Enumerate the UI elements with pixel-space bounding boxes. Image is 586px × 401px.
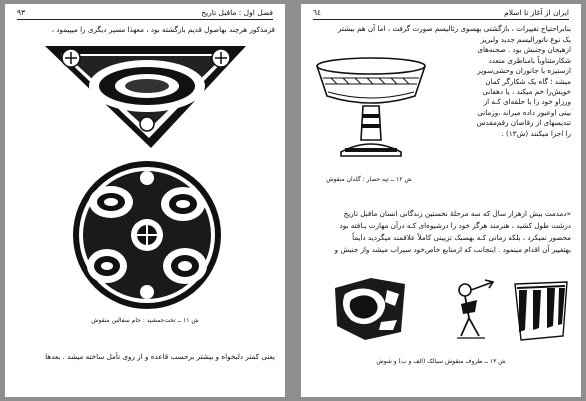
left-figure-caption: ش ١١ ــ تخت‌جمشید : جام سفالین منقوش	[91, 317, 199, 324]
painted-figure-fragment-illustration	[451, 276, 499, 350]
painted-sherd-left-illustration	[331, 276, 409, 342]
triangular-bowl-illustration	[43, 42, 248, 150]
figure-12-caption: ش ١٢ ــ تپه حصار : گلدان منقوش	[326, 176, 412, 183]
left-page-running-title: فصل اول : ماقبل تاریخ	[201, 7, 273, 17]
text-line: قزمذکور هرچند بهاصول قدیم بازگشته بود ، معهذا مسیر دیگری را میپیمود ،	[51, 25, 275, 34]
text-line: را اجرا میکنند (ش١٣) .	[501, 128, 571, 138]
painted-sherd-right-illustration	[513, 280, 569, 342]
text-line: تندیسهای از رقاصان رقم‌مقدس	[476, 118, 571, 128]
text-line: ازستیزه با جانوران وحشی‌سوپر	[477, 66, 571, 76]
left-page-number: ٩٣	[17, 7, 26, 17]
text-line: «دمدمت بیش ازهزار سال که سه مرحلهٔ نخستین زندگانی انسان ماقبل تاریخ	[343, 209, 571, 218]
round-plate-illustration	[67, 160, 227, 310]
text-line: بهتغییر آن اقدام مینمود . اینجانب که ازمنابع خاص‌خود سیراب میشد واز جنبش و	[334, 245, 571, 254]
left-bottom-paragraph	[15, 352, 275, 362]
text-line: شکارمتناوباً بامناظری متعدد	[488, 55, 571, 65]
right-page-running-title: ایران از آغاز تا اسلام	[504, 7, 569, 17]
text-line: ورزاو خود را با حلقه‌ای کـه از	[483, 97, 571, 107]
left-header-rule	[17, 19, 273, 20]
text-line: بینی اوعبور داده میراند ،وزمانی	[477, 107, 571, 117]
chalice-illustration	[311, 48, 431, 168]
text-line: ازهیجان وجنبش بود . صحنه‌های	[477, 45, 571, 55]
text-line: درشت طول کشید ، هنرمند هرگز خود را درشیوه‌ای کـه درآن مهارت یـافته بود	[339, 221, 571, 230]
right-side-column	[433, 35, 571, 139]
right-page	[301, 4, 581, 397]
text-line: محصور نمیکرد ، بلکه زمانی کـه بهسبک تزیینی کاملاً علاقمند میگردید دایماً	[352, 233, 571, 242]
text-line: میشد ؛ گاه یک شکارگر کمان	[485, 76, 571, 86]
right-first-line	[309, 24, 571, 34]
text-line: یعنی کمتر دلبخواه و بیشتر برحسب قاعده و از روی تأمل ساخته میشد . بعدها	[45, 352, 275, 361]
right-full-paragraph	[309, 208, 571, 256]
left-top-paragraph	[15, 25, 275, 35]
text-line: خویش‌را خم میکند ، یا دهقانی	[482, 87, 571, 97]
text-line: بنابراحتیاج تغییرات ، بازگشتی بهسوی رئالیسم صورت گرفت ، اما آن هم بیشتر	[338, 24, 571, 33]
text-line: یک نوع ناتورالیسم جدید ولبریز	[480, 35, 571, 44]
left-page	[5, 4, 285, 397]
left-page-header	[17, 4, 273, 20]
right-page-number: ٦٤	[313, 7, 322, 17]
right-page-header	[313, 4, 569, 20]
figure-13-caption: ش ١٣ ــ ظروف منقوش سیالک (الف و ب) و شوش	[376, 358, 506, 365]
right-header-rule	[313, 19, 569, 20]
